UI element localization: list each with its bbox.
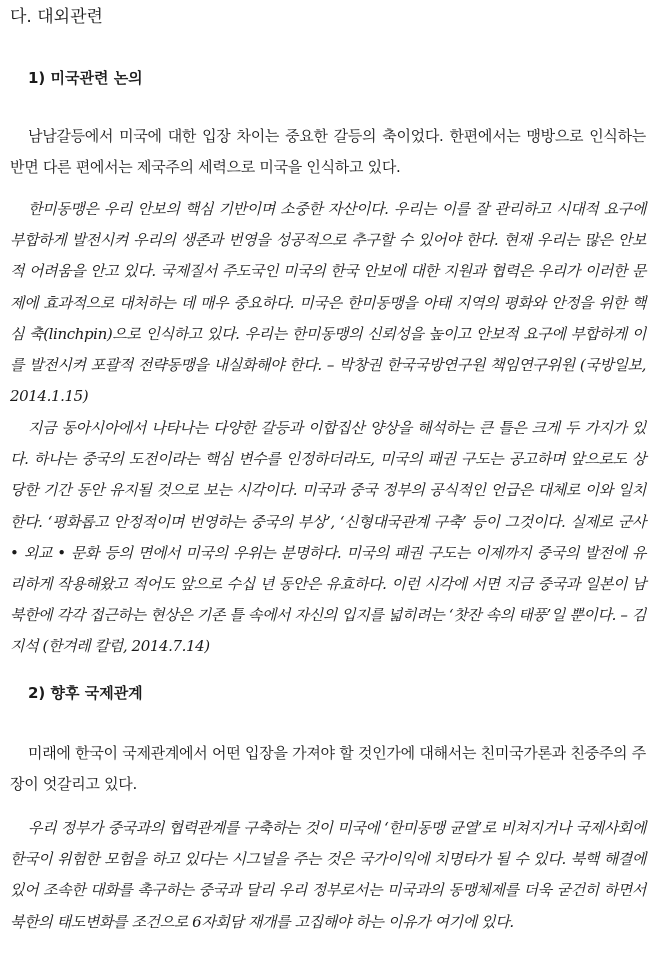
paragraph-future-intro: 미래에 한국이 국제관계에서 어떤 입장을 가져야 할 것인가에 대해서는 친미국가론과 친중주의 주장이 엇갈리고 있다. [10, 744, 646, 794]
quote-kim-jiseok: 지금 동아시아에서 나타나는 다양한 갈등과 이합집산 양상을 해석하는 큰 틀은 크게 두 가지가 있다. 하나는 중국의 도전이라는 핵심 변수를 인정하더라도, 미국의 패권 구도는 공고하며 앞으로도 상당한 기간 동안 유지될 것으로 보는 시각이다. 미국과 중국 정부의 공식적인 언급은 대체로 이와 일치한다. ‘평화롭고 안정적이며 번영하는 중국의 부상’, ‘신형대국관계 구축’ 등이 그것이다. 실제로 군사 • 외교 • 문화 등의 면에서 미국의 우위는 분명하다. 미국의 패권 구도는 이제까지 중국의 발전에 유리하게 작용해왔고 적어도 앞으로 수십 년 동안은 유효하다. 이런 시각에 서면 지금 중국과 일본이 남북한에 각각 접근하는 현상은 기존 틀 속에서 자신의 입지를 넓히려는 ‘찻잔 속의 태풍’일 뿐이다. – 김지석 (한겨레 칼럼, 2014.7.14) [10, 419, 646, 656]
quote-park-changkwon: 한미동맹은 우리 안보의 핵심 기반이며 소중한 자산이다. 우리는 이를 잘 관리하고 시대적 요구에 부합하게 발전시켜 우리의 생존과 번영을 성공적으로 추구할 수 있어야 한다. 현재 우리는 많은 안보적 어려움을 안고 있다. 국제질서 주도국인 미국의 한국 안보에 대한 지원과 협력은 우리가 이러한 문제에 효과적으로 대처하는 데 매우 중요하다. 미국은 한미동맹을 아태 지역의 평화와 안정을 위한 핵심 축(linchpin)으로 인식하고 있다. 우리는 한미동맹의 신뢰성을 높이고 안보적 요구에 부합하게 이를 발전시켜 포괄적 전략동맹을 내실화해야 한다. – 박창권 한국국방연구원 책임연구위원 (국방일보, 2014.1.15) [10, 200, 646, 406]
subsection-title-us: 1) 미국관련 논의 [28, 69, 143, 87]
paragraph-us-intro: 남남갈등에서 미국에 대한 입장 차이는 중요한 갈등의 축이었다. 한편에서는 맹방으로 인식하는 반면 다른 편에서는 제국주의 세력으로 미국을 인식하고 있다. [10, 127, 646, 177]
subsection-title-future: 2) 향후 국제관계 [28, 684, 143, 702]
quote-alliance-argument: 우리 정부가 중국과의 협력관계를 구축하는 것이 미국에 ‘한미동맹 균열’로 비쳐지거나 국제사회에 한국이 위험한 모험을 하고 있다는 시그널을 주는 것은 국가이익에 치명타가 될 수 있다. 북핵 해결에 있어 조속한 대화를 촉구하는 중국과 달리 우리 정부로서는 미국과의 동맹체제를 더욱 굳건히 하면서 북한의 태도변화를 조건으로 6자회담 재개를 고집해야 하는 이유가 여기에 있다. [10, 819, 646, 931]
section-title: 다. 대외관련 [10, 7, 103, 27]
